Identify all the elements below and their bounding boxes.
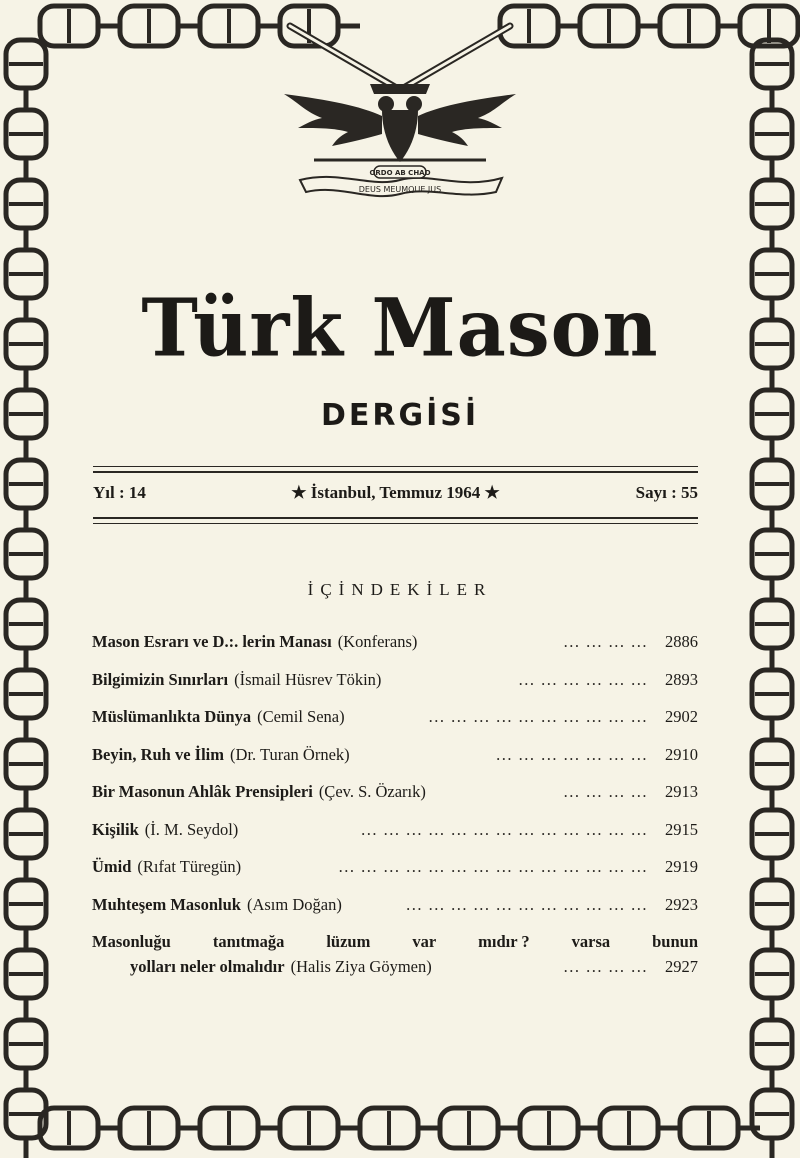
toc-item-page: 2910: [665, 744, 698, 764]
title-word: varsa: [571, 932, 611, 951]
chain-link: [752, 1090, 792, 1138]
toc-item-dots: ... ... ... ... ... ...: [518, 669, 648, 689]
chain-link: [740, 6, 798, 46]
chain-link: [120, 6, 178, 46]
toc-item-author: (Asım Doğan): [246, 894, 342, 914]
toc-item: [92, 745, 698, 783]
toc-item-page: 2886: [665, 632, 698, 651]
toc-item: [92, 857, 698, 895]
toc-heading: İÇİNDEKİLER: [307, 580, 493, 599]
magazine-subtitle: DERGİSİ: [320, 398, 480, 433]
top-rule-thick: [93, 471, 698, 473]
bottom-rule-thin: [93, 523, 698, 524]
toc-item: [92, 707, 698, 745]
toc-item-author: (İsmail Hüsrev Tökin): [234, 669, 382, 689]
toc-item-author: (Konferans): [337, 632, 418, 651]
chain-link: [660, 6, 718, 46]
chain-link: [6, 40, 46, 88]
toc-item-title: yolları neler olmalıdır: [130, 957, 285, 976]
title-word: Masonluğu: [92, 932, 171, 951]
toc-item-author: (Dr. Turan Örnek): [230, 744, 350, 764]
toc-item-author: (Cemil Sena): [257, 707, 345, 726]
title-word: var: [412, 932, 437, 951]
chain-link: [752, 950, 792, 998]
title-word: mıdır ?: [478, 932, 530, 951]
chain-link: [120, 1108, 178, 1148]
toc-item-dots: ... ... ... ... ... ... ... ... ... ...: [428, 707, 648, 726]
chain-link: [6, 740, 46, 788]
bottom-rule-thick: [93, 517, 698, 519]
chain-link: [6, 110, 46, 158]
chain-link: [752, 670, 792, 718]
chain-link: [360, 1108, 418, 1148]
toc-item: [92, 820, 698, 858]
chain-link: [40, 6, 98, 46]
toc-item-page: 2913: [665, 782, 698, 801]
chain-link: [6, 670, 46, 718]
toc-item-dots: ... ... ... ... ... ... ...: [496, 744, 648, 764]
toc-item-dots: ... ... ... ...: [563, 782, 648, 801]
chain-link: [6, 530, 46, 578]
chain-link: [280, 1108, 338, 1148]
emblem-motto: DEUS MEUMQUE JUS: [358, 185, 442, 194]
title-word: bunun: [652, 932, 698, 951]
chain-link: [200, 6, 258, 46]
toc-item-page: 2893: [665, 669, 698, 689]
chain-link: [680, 1108, 738, 1148]
chain-link: [752, 460, 792, 508]
chain-link: [752, 530, 792, 578]
magazine-title: Türk Mason: [141, 280, 659, 375]
title-word: tanıtmağa: [212, 932, 285, 951]
toc-item-dots: ... ... ... ... ... ... ... ... ... ... ...: [406, 894, 648, 914]
chain-link: [580, 6, 638, 46]
toc-item-dots: ... ... ... ... ... ... ... ... ... ... ... ... ... ...: [338, 857, 648, 876]
title-word: lüzum: [326, 932, 371, 951]
issue-info: [93, 483, 698, 507]
toc-item-title: Beyin, Ruh ve İlim: [92, 744, 225, 764]
toc-item-page: 2915: [665, 819, 698, 839]
top-rule-thin: [93, 466, 698, 467]
toc-item-author: (Çev. S. Özarık): [318, 782, 426, 801]
double-headed-eagle-emblem: [270, 20, 530, 200]
toc-item-page: 2919: [665, 857, 698, 876]
toc-item: [92, 670, 698, 708]
issue-number: Sayı : 55: [635, 483, 698, 502]
toc-item: [92, 782, 698, 820]
toc-item-title: Müslümanlıkta Dünya: [92, 707, 252, 726]
chain-link: [6, 880, 46, 928]
chain-link: [752, 810, 792, 858]
toc-item-title: Bilgimizin Sınırları: [92, 669, 229, 689]
toc-item-dots: ... ... ... ...: [563, 957, 648, 976]
toc-item-author: (Halis Ziya Göymen): [290, 957, 432, 976]
toc-item-page: 2923: [665, 894, 698, 914]
chain-link: [752, 600, 792, 648]
toc-item-page: 2902: [665, 707, 698, 726]
chain-link: [40, 1108, 98, 1148]
toc-item-title: Bir Masonun Ahlâk Prensipleri: [92, 782, 313, 801]
toc-item-dots: ... ... ... ... ... ... ... ... ... ... ... ... ...: [361, 819, 648, 839]
toc-item-dots: ... ... ... ...: [563, 632, 648, 651]
toc-item: [92, 632, 698, 670]
chain-link: [200, 1108, 258, 1148]
chain-link: [752, 880, 792, 928]
chain-link: [752, 740, 792, 788]
toc-item-author: (Rıfat Türegün): [137, 857, 242, 876]
toc-item-page: 2927: [665, 957, 698, 976]
chain-link: [520, 1108, 578, 1148]
toc-item-title: Muhteşem Masonluk: [92, 894, 241, 914]
chain-link: [6, 180, 46, 228]
chain-link: [6, 810, 46, 858]
chain-link: [6, 600, 46, 648]
toc-item-title: Mason Esrarı ve D.:. lerin Manası: [92, 632, 332, 651]
chain-link: [6, 460, 46, 508]
toc-item-title-line1: [92, 932, 698, 957]
toc-item-title: Kişilik: [92, 819, 139, 839]
chain-link: [752, 1020, 792, 1068]
chain-link: [6, 950, 46, 998]
toc-item-title: Ümid: [92, 857, 132, 876]
chain-link: [752, 180, 792, 228]
toc-item-title-line2: [92, 957, 698, 982]
toc-item: [92, 895, 698, 933]
chain-link: [600, 1108, 658, 1148]
chain-link: [752, 110, 792, 158]
emblem-banner: ORDO AB CHAO: [369, 169, 431, 177]
toc-item-author: (İ. M. Seydol): [144, 819, 239, 839]
issue-year: Yıl : 14: [93, 483, 146, 502]
table-of-contents: [92, 632, 698, 982]
toc-item-multiline: [92, 932, 698, 982]
chain-link: [6, 1020, 46, 1068]
chain-link: [440, 1108, 498, 1148]
issue-place-date: ★ İstanbul, Temmuz 1964 ★: [291, 483, 500, 502]
